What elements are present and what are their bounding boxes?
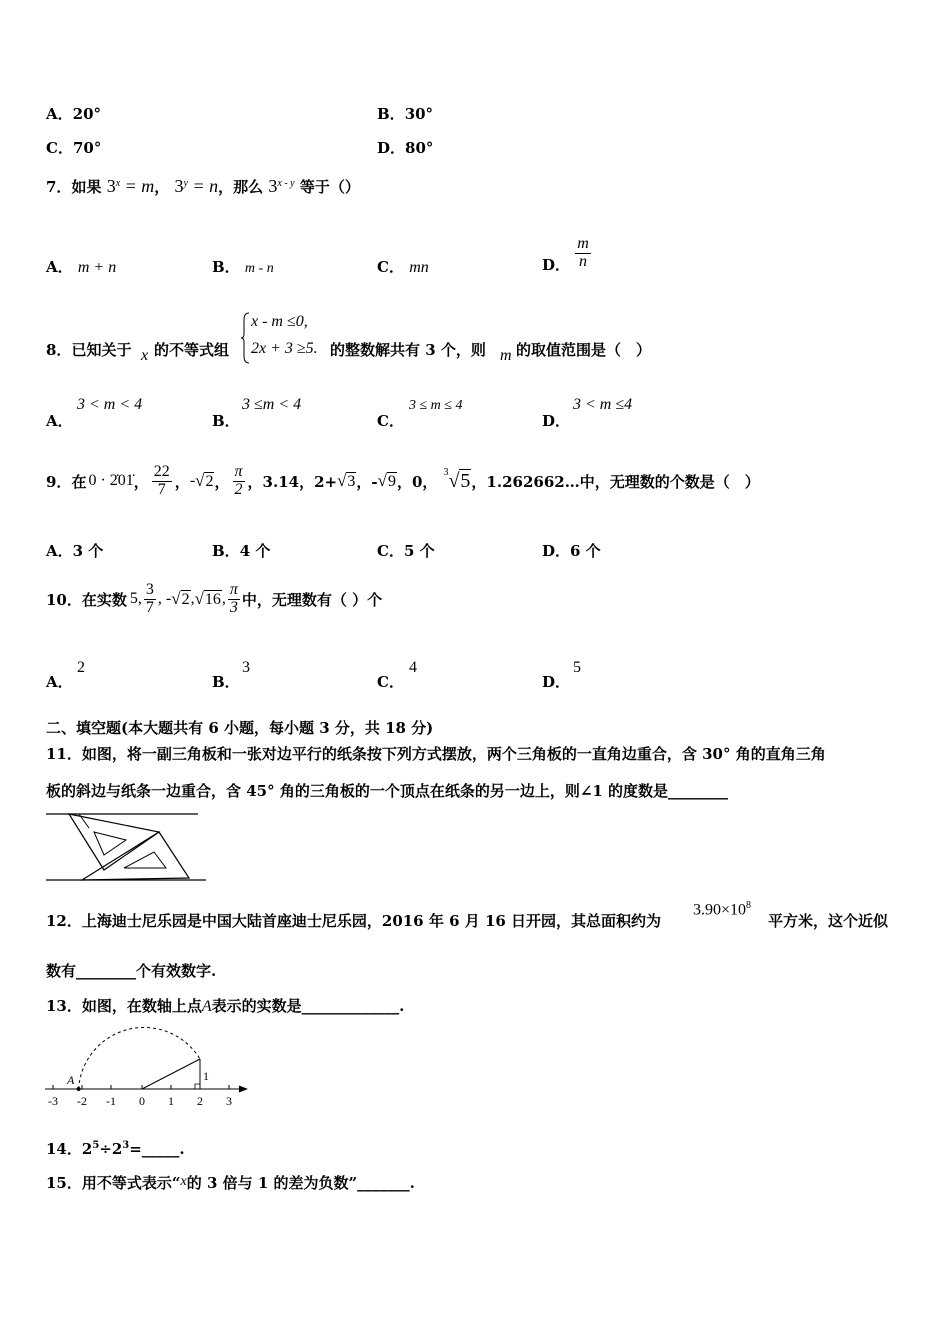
q7-option-c: C． mn	[377, 258, 429, 276]
q8-option-a-label: A．	[46, 412, 73, 430]
q8-system-line-2: 2x + 3 ≥5.	[251, 340, 318, 357]
question-9: 9． 在 0 · 2̇01̇ ， $\frac{22}{7}$ ， - √ 2 ， $\frac{\pi}{2}$ ， 3.14，2+ √ 3 ，- √ 9 ，0， 3 √ 5 ，1.262662…中，无理数的个数是（ ）	[46, 462, 760, 498]
q12-scientific-notation: $3.90\times 10^8$	[693, 900, 752, 919]
q12-line-1a: 12．上海迪士尼乐园是中国大陆首座迪士尼乐园，2016 年 6 月 16 日开园，其总面积约为	[46, 912, 662, 930]
q9-option-d: D．6 个	[542, 542, 601, 560]
triangle-ruler-figure	[44, 810, 209, 886]
q7-option-a: A． m + n	[46, 258, 117, 276]
q9-option-a: A．3 个	[46, 542, 104, 560]
question-10: 10． 在实数 5, $\frac{3}{7}$ , - √ 2 , √ 16 , $\frac{\pi}{3}$ 中，无理数有（ ）个	[46, 580, 383, 616]
axis-label: 3	[226, 1094, 232, 1108]
question-15: 15．用不等式表示“x的 3 倍与 1 的差为负数”_______.	[46, 1174, 415, 1192]
q7-option-b: B． m - n	[212, 258, 274, 276]
q6-option-a: A．20°	[46, 105, 102, 123]
axis-label: 0	[139, 1094, 145, 1108]
q8-text-before: 8．已知关于	[46, 341, 132, 359]
q8-option-b-value: 3 ≤m < 4	[242, 396, 302, 413]
point-a-dot	[77, 1087, 81, 1091]
q8-option-b-label: B．	[212, 412, 240, 430]
q6-option-d: D．80°	[377, 139, 434, 157]
axis-label: -2	[77, 1094, 87, 1108]
q10-option-b-label: B．	[212, 673, 240, 691]
fraction-m-over-n: $\frac{m}{n}$	[577, 235, 589, 270]
q9-option-b: B．4 个	[212, 542, 271, 560]
q10-option-d-label: D．	[542, 673, 571, 691]
arrow-icon	[239, 1086, 248, 1093]
q8-option-d-label: D．	[542, 412, 571, 430]
q10-option-a-label: A．	[46, 673, 73, 691]
q8-option-a-value: 3 < m < 4	[77, 396, 143, 413]
q12-line-1b: 平方米，这个近似	[768, 912, 889, 930]
brace-icon	[240, 312, 250, 364]
q8-var-x: x	[141, 347, 149, 364]
q10-option-d-value: 5	[573, 659, 581, 676]
question-7: 7．如果 $3^x = m$， $3^y = n$，那么 3$^{x - y}$ 等于（）	[46, 176, 360, 196]
q6-option-c: C．70°	[46, 139, 102, 157]
fraction-22-over-7: $\frac{22}{7}$	[153, 462, 170, 498]
q8-brace	[240, 312, 250, 364]
axis-label: -3	[48, 1094, 58, 1108]
q8-option-c-value: 3 ≤ m ≤ 4	[409, 398, 463, 413]
q10-option-c-value: 4	[409, 659, 417, 676]
q8-option-c-label: C．	[377, 412, 404, 430]
q10-option-c-label: C．	[377, 673, 404, 691]
q11-line-2: 板的斜边与纸条一边重合，含 45° 角的三角板的一个顶点在纸条的另一边上，则∠1 的度数是________	[46, 782, 729, 800]
axis-label: 2	[197, 1094, 203, 1108]
q8-var-m: m	[500, 347, 512, 364]
fraction-pi-over-3: $\frac{\pi}{3}$	[229, 580, 238, 616]
q8-text-end: 的取值范围是（ ）	[516, 341, 652, 359]
number-line-figure	[40, 1025, 255, 1110]
fraction-pi-over-2: $\frac{\pi}{2}$	[234, 462, 243, 498]
q11-line-1: 11．如图，将一副三角板和一张对边平行的纸条按下列方式摆放，两个三角板的一直角边重合，含 30° 角的直角三角	[46, 745, 826, 763]
axis-label: -1	[106, 1094, 116, 1108]
q10-option-a-value: 2	[77, 659, 85, 676]
q12-line-2: 数有________个有效数字.	[46, 962, 217, 980]
fraction-3-over-7: $\frac{3}{7}$	[145, 580, 154, 616]
q6-option-b: B．30°	[377, 105, 434, 123]
q9-option-c: C．5 个	[377, 542, 435, 560]
axis-label: 1	[168, 1094, 174, 1108]
q10-option-b-value: 3	[242, 659, 250, 676]
q7-option-d: D． $\frac{m}{n}$	[542, 235, 589, 274]
q8-text-after: 的整数解共有 3 个，则	[330, 341, 486, 359]
point-a-label: A	[67, 1073, 75, 1087]
q8-text-mid: 的不等式组	[154, 341, 230, 359]
q8-option-d-value: 3 < m ≤4	[573, 396, 633, 413]
question-14: 14．$2^5\div 2^3=\_\_\_\_\_$.	[46, 1140, 185, 1158]
q8-system-line-1: x - m ≤0,	[251, 313, 308, 330]
question-13: 13．如图，在数轴上点A表示的实数是_____________.	[46, 997, 405, 1015]
side-length-label: 1	[203, 1069, 209, 1083]
section-heading: 二、填空题(本大题共有 6 小题，每小题 3 分，共 18 分)	[46, 719, 434, 737]
